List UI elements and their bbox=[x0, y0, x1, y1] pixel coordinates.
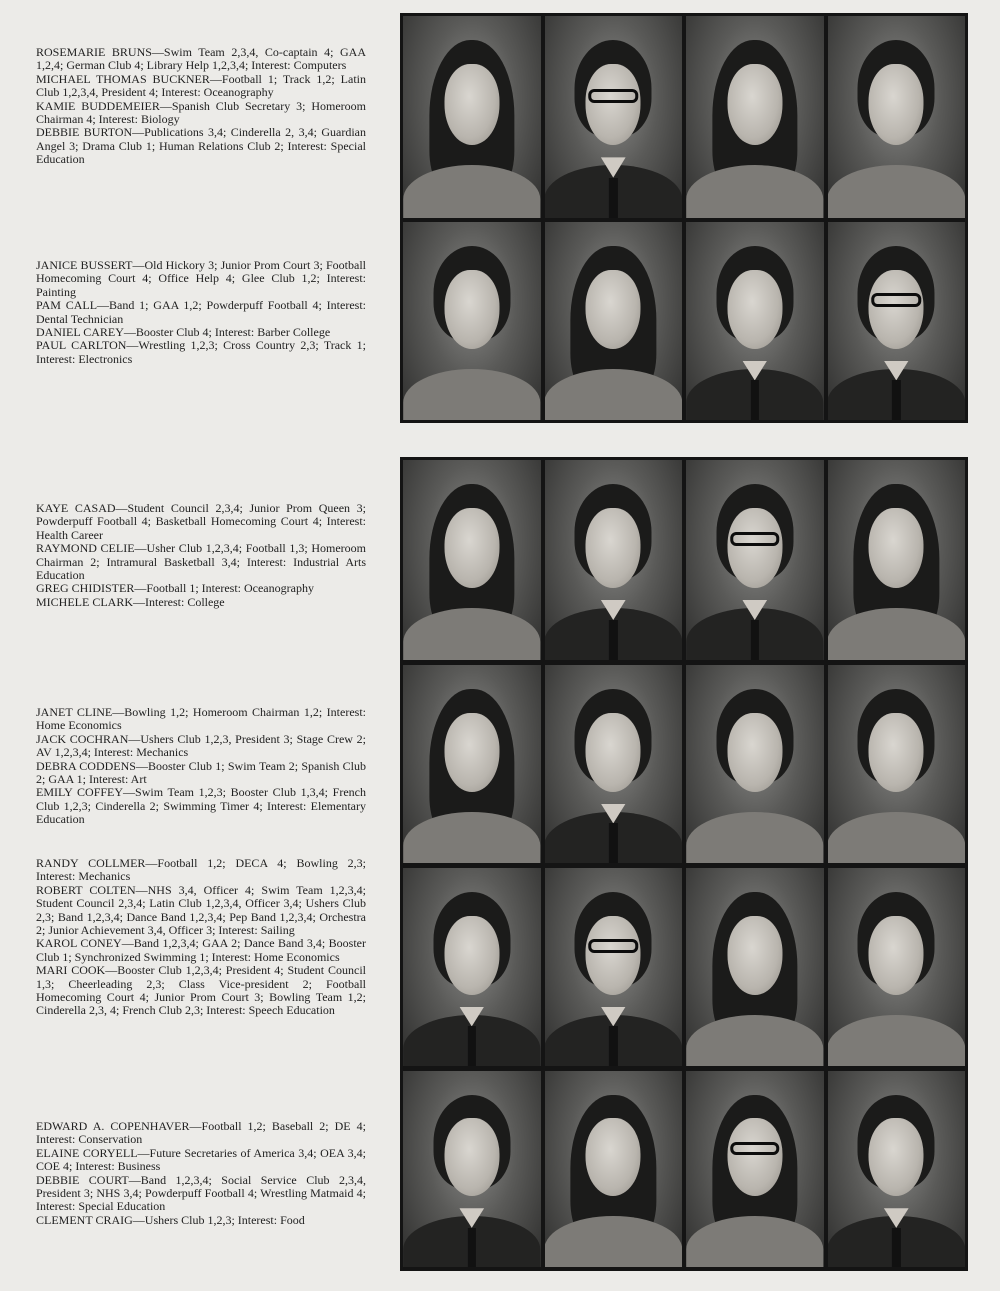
portrait-photo bbox=[686, 665, 824, 863]
bio-entry: ROBERT COLTEN—NHS 3,4, Officer 4; Swim Team 1,2,3,4; Student Council 2,3,4; Latin Club 1,2,3,4, Officer 3,4; Ushers Club 2,3; Band 1,2,3,4; Dance Band 1,2,3,4; Pep Band 1,2,3,4; Orchestra 2; Junior Achievement 3,4, Officer 3; Interest: Sailing bbox=[36, 882, 366, 938]
portrait-photo bbox=[403, 665, 541, 863]
photo-row bbox=[403, 460, 965, 660]
portrait-face bbox=[586, 1118, 641, 1196]
portrait-photo bbox=[686, 460, 824, 660]
portrait-face bbox=[444, 508, 499, 588]
bio-entry: DANIEL CAREY—Booster Club 4; Interest: Barber College bbox=[36, 325, 331, 340]
portrait-photo bbox=[828, 16, 966, 218]
bio-entry: RANDY COLLMER—Football 1,2; DECA 4; Bowling 2,3; Interest: Mechanics bbox=[36, 856, 366, 884]
bio-entry: EDWARD A. COPENHAVER—Football 1,2; Baseball 2; DE 4; Interest: Conservation bbox=[36, 1119, 366, 1147]
portrait-tie bbox=[751, 620, 759, 660]
portrait-body bbox=[403, 369, 541, 420]
bio-entry: MICHELE CLARK—Interest: College bbox=[36, 594, 225, 609]
portrait-tie bbox=[609, 620, 617, 660]
portrait-face bbox=[444, 64, 499, 145]
portrait-photo bbox=[686, 222, 824, 420]
bio-entry: DEBBIE BURTON—Publications 3,4; Cinderella 2, 3,4; Guardian Angel 3; Drama Club 1; Human Relations Club 2; Interest: Special Education bbox=[36, 125, 366, 167]
portrait-photo bbox=[686, 16, 824, 218]
portrait-body bbox=[403, 165, 541, 218]
portrait-tie bbox=[609, 823, 617, 863]
portrait-face bbox=[727, 713, 782, 792]
bio-block-6 bbox=[36, 1120, 366, 1227]
portrait-tie bbox=[609, 1026, 617, 1066]
portrait-body bbox=[545, 1216, 683, 1267]
portrait-tie bbox=[609, 178, 617, 218]
bio-block-4 bbox=[36, 706, 366, 827]
portrait-photo bbox=[545, 460, 683, 660]
portrait-tie bbox=[751, 380, 759, 420]
portrait-glasses bbox=[872, 293, 922, 307]
bio-entry: JANET CLINE—Bowling 1,2; Homeroom Chairman 1,2; Interest: Home Economics bbox=[36, 705, 366, 733]
portrait-face bbox=[727, 270, 782, 349]
portrait-face bbox=[869, 270, 924, 349]
bio-entry: CLEMENT CRAIG—Ushers Club 1,2,3; Interest: Food bbox=[36, 1212, 305, 1227]
bio-entry: JACK COCHRAN—Ushers Club 1,2,3, President 3; Stage Crew 2; AV 1,2,3,4; Interest: Mechanics bbox=[36, 731, 366, 760]
portrait-face bbox=[586, 270, 641, 349]
photo-panel-bottom bbox=[400, 457, 968, 1271]
portrait-face bbox=[869, 713, 924, 792]
bio-entry: MARI COOK—Booster Club 1,2,3,4; President 4; Student Council 1,3; Cheerleading 2,3; Class Vice-president 2; Football Homecoming Court 4; Junior Prom Court 3; Bowling Team 1,2; Cinderella 2,3, 4; French Club 2,3; Interest: Speech Education bbox=[36, 963, 366, 1018]
portrait-body bbox=[828, 165, 966, 218]
portrait-glasses bbox=[730, 1142, 780, 1156]
portrait-face bbox=[869, 508, 924, 588]
portrait-face bbox=[586, 508, 641, 588]
portrait-body bbox=[686, 165, 824, 218]
portrait-tie bbox=[468, 1228, 476, 1267]
portrait-face bbox=[444, 713, 499, 792]
portrait-photo bbox=[686, 868, 824, 1066]
bio-block-5 bbox=[36, 857, 366, 1018]
portrait-face bbox=[869, 64, 924, 145]
portrait-face bbox=[444, 270, 499, 349]
portrait-glasses bbox=[730, 532, 780, 546]
portrait-photo bbox=[828, 868, 966, 1066]
portrait-photo bbox=[545, 16, 683, 218]
portrait-photo bbox=[403, 1071, 541, 1267]
bio-entry: PAM CALL—Band 1; GAA 1,2; Powderpuff Football 4; Interest: Dental Technician bbox=[36, 298, 366, 326]
portrait-photo bbox=[828, 460, 966, 660]
portrait-face bbox=[444, 1118, 499, 1196]
portrait-face bbox=[444, 916, 499, 995]
portrait-photo bbox=[828, 222, 966, 420]
photo-row bbox=[403, 1071, 965, 1267]
portrait-body bbox=[828, 812, 966, 863]
portrait-body bbox=[403, 608, 541, 660]
bio-block-2 bbox=[36, 259, 366, 366]
photo-row bbox=[403, 665, 965, 863]
portrait-face bbox=[586, 64, 641, 145]
portrait-face bbox=[727, 508, 782, 588]
portrait-tie bbox=[468, 1026, 476, 1066]
portrait-photo bbox=[403, 222, 541, 420]
portrait-photo bbox=[545, 222, 683, 420]
bio-entry: KAROL CONEY—Band 1,2,3,4; GAA 2; Dance Band 3,4; Booster Club 1; Synchronized Swimming 1; Interest: Home Economics bbox=[36, 936, 366, 964]
portrait-face bbox=[727, 64, 782, 145]
portrait-face bbox=[586, 916, 641, 995]
portrait-face bbox=[869, 1118, 924, 1196]
portrait-glasses bbox=[589, 89, 639, 103]
portrait-body bbox=[686, 1015, 824, 1066]
portrait-body bbox=[828, 608, 966, 660]
bio-entry: DEBRA CODDENS—Booster Club 1; Swim Team 2; Spanish Club 2; GAA 1; Interest: Art bbox=[36, 758, 366, 787]
portrait-body bbox=[545, 369, 683, 420]
portrait-body bbox=[686, 812, 824, 863]
portrait-tie bbox=[892, 1228, 900, 1267]
portrait-photo bbox=[828, 1071, 966, 1267]
bio-entry: DEBBIE COURT—Band 1,2,3,4; Social Service Club 2,3,4, President 3; NHS 3,4; Powderpuff Football 4; Wrestling Matmaid 4; Interest: Special Education bbox=[36, 1172, 366, 1214]
portrait-body bbox=[828, 1015, 966, 1066]
bio-entry: KAMIE BUDDEMEIER—Spanish Club Secretary 3; Homeroom Chairman 4; Interest: Biology bbox=[36, 98, 366, 127]
portrait-photo bbox=[545, 665, 683, 863]
portrait-photo bbox=[686, 1071, 824, 1267]
bio-entry: EMILY COFFEY—Swim Team 1,2,3; Booster Club 1,3,4; French Club 1,2,3; Cinderella 2; Swimming Timer 4; Interest: Elementary Education bbox=[36, 785, 366, 827]
portrait-photo bbox=[403, 460, 541, 660]
bio-entry: ROSEMARIE BRUNS—Swim Team 2,3,4, Co-captain 4; GAA 1,2,4; German Club 4; Library Help 1,2,3,4; Interest: Computers bbox=[36, 45, 366, 73]
bio-entry: JANICE BUSSERT—Old Hickory 3; Junior Prom Court 3; Football Homecoming Court 4; Office Help 4; Glee Club 1,2; Interest: Painting bbox=[36, 258, 366, 299]
portrait-photo bbox=[545, 1071, 683, 1267]
bio-entry: GREG CHIDISTER—Football 1; Interest: Oceanography bbox=[36, 581, 314, 596]
bio-entry: KAYE CASAD—Student Council 2,3,4; Junior Prom Queen 3; Powderpuff Football 4; Basketball Homecoming Court 4; Interest: Health Career bbox=[36, 501, 366, 542]
portrait-face bbox=[586, 713, 641, 792]
portrait-photo bbox=[403, 868, 541, 1066]
portrait-photo bbox=[403, 16, 541, 218]
portrait-face bbox=[727, 916, 782, 995]
photo-row bbox=[403, 16, 965, 218]
photo-panel-top bbox=[400, 13, 968, 423]
bio-entry: PAUL CARLTON—Wrestling 1,2,3; Cross Country 2,3; Track 1; Interest: Electronics bbox=[36, 338, 366, 366]
portrait-glasses bbox=[589, 939, 639, 953]
bio-entry: ELAINE CORYELL—Future Secretaries of America 3,4; OEA 3,4; COE 4; Interest: Business bbox=[36, 1145, 366, 1174]
portrait-photo bbox=[545, 868, 683, 1066]
portrait-face bbox=[727, 1118, 782, 1196]
portrait-photo bbox=[828, 665, 966, 863]
bio-entry: MICHAEL THOMAS BUCKNER—Football 1; Track 1,2; Latin Club 1,2,3,4, President 4; Interest: Oceanography bbox=[36, 71, 366, 100]
photo-row bbox=[403, 222, 965, 420]
bio-block-3 bbox=[36, 502, 366, 609]
portrait-tie bbox=[892, 380, 900, 420]
portrait-face bbox=[869, 916, 924, 995]
portrait-body bbox=[686, 1216, 824, 1267]
bio-entry: RAYMOND CELIE—Usher Club 1,2,3,4; Football 1,3; Homeroom Chairman 2; Intramural Basketball 3,4; Interest: Industrial Arts Education bbox=[36, 541, 366, 583]
bio-block-1 bbox=[36, 46, 366, 167]
photo-row bbox=[403, 868, 965, 1066]
portrait-body bbox=[403, 812, 541, 863]
